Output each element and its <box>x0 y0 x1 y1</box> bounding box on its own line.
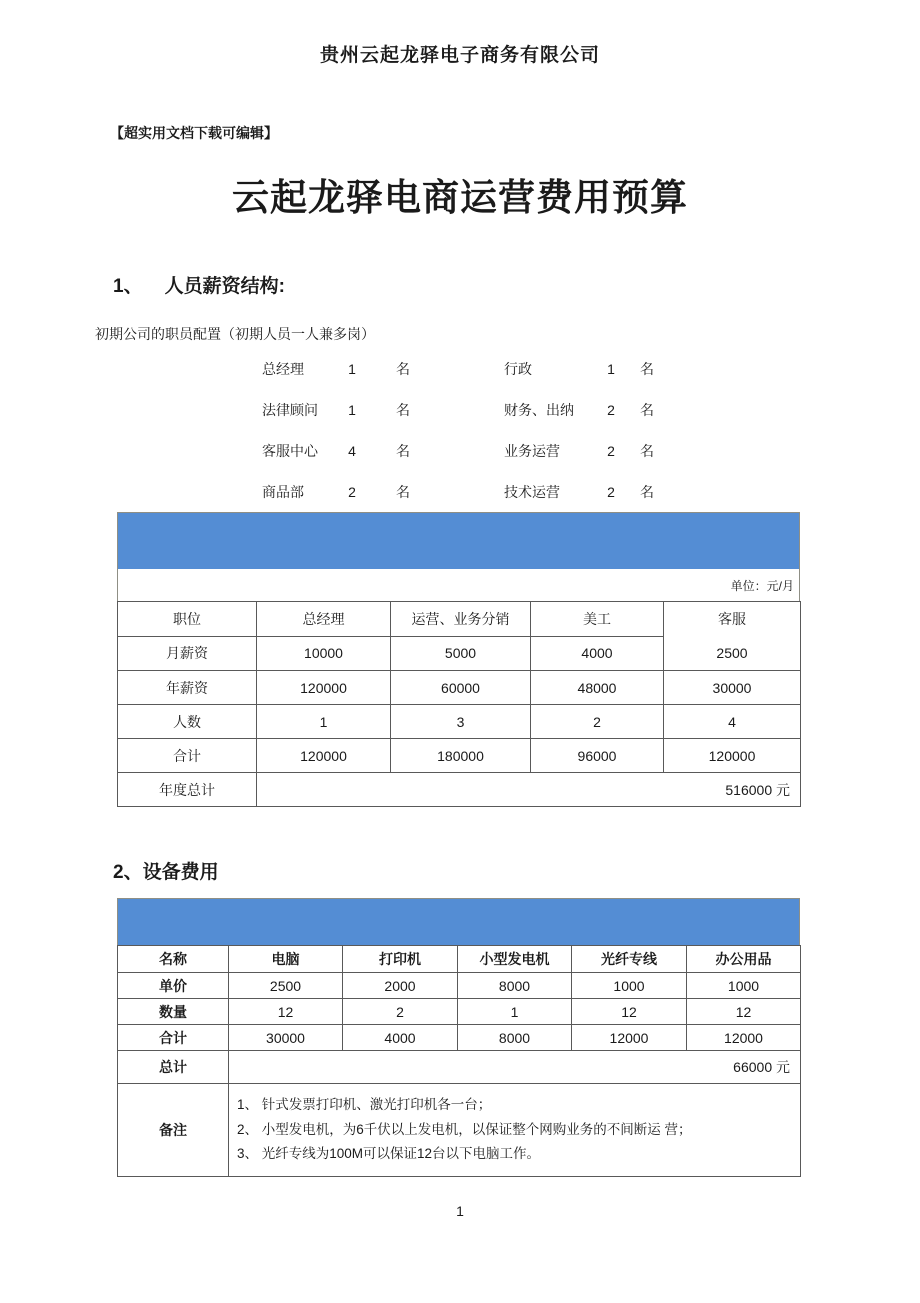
equipment-row-label: 合计 <box>118 1025 229 1051</box>
staff-unit: 名 <box>396 360 410 377</box>
section-1-title: 人员薪资结构: <box>164 276 285 297</box>
table-row <box>118 705 801 739</box>
equipment-col-header: 办公用品 <box>687 946 801 973</box>
section-1-heading <box>113 271 920 298</box>
document-title: 云起龙驿电商运营费用预算 <box>232 177 688 218</box>
note-line: 1、 针式发票打印机、激光打印机各一台； <box>237 1096 492 1112</box>
staff-label: 商品部 <box>262 483 304 500</box>
table-row <box>118 1025 801 1051</box>
equipment-notes-cell <box>229 1084 801 1177</box>
equipment-cell: 8000 <box>458 973 572 999</box>
salary-table <box>117 601 801 807</box>
staff-count: 1 <box>348 401 356 418</box>
equipment-cell: 4000 <box>343 1025 458 1051</box>
salary-col-header: 运营、业务分销 <box>391 602 531 637</box>
salary-cell: 2 <box>531 705 664 739</box>
note-line: 3、 光纤专线为100M可以保证12台以下电脑工作。 <box>237 1146 541 1162</box>
staff-count: 2 <box>607 442 615 459</box>
salary-cell: 2500 <box>716 645 748 661</box>
salary-cell: 30000 <box>664 671 801 705</box>
equipment-table-header-bar <box>117 898 800 945</box>
staff-count: 1 <box>607 360 615 377</box>
equipment-cell: 12000 <box>687 1025 801 1051</box>
equipment-cell: 12 <box>687 999 801 1025</box>
salary-cell: 3 <box>391 705 531 739</box>
salary-table-header-bar <box>117 512 800 569</box>
salary-merged-kefu-cell <box>664 602 801 671</box>
staff-unit: 名 <box>396 483 410 500</box>
salary-row-label: 合计 <box>118 739 257 773</box>
equipment-col-header: 名称 <box>118 946 229 973</box>
equipment-total-row <box>118 1051 801 1084</box>
section-2-heading <box>113 857 920 884</box>
equipment-col-header: 光纤专线 <box>572 946 687 973</box>
equipment-total-value: 66000 元 <box>229 1051 801 1084</box>
salary-cell: 120000 <box>257 671 391 705</box>
staffing-intro: 初期公司的职员配置（初期人员一人兼多岗） <box>95 326 375 342</box>
salary-cell: 60000 <box>391 671 531 705</box>
salary-total-row <box>118 773 801 807</box>
salary-col-header: 客服 <box>718 611 746 627</box>
staff-label: 客服中心 <box>262 442 318 459</box>
staff-unit: 名 <box>396 442 410 459</box>
equipment-cell: 12000 <box>572 1025 687 1051</box>
company-header: 贵州云起龙驿电子商务有限公司 <box>319 45 600 66</box>
equipment-notes-row <box>118 1084 801 1177</box>
staff-count: 2 <box>607 401 615 418</box>
salary-table-block <box>117 512 800 807</box>
staff-label: 总经理 <box>262 360 304 377</box>
staff-label: 财务、出纳 <box>504 401 574 418</box>
salary-cell: 1 <box>257 705 391 739</box>
equipment-total-label: 总计 <box>118 1051 229 1084</box>
staff-count: 2 <box>607 483 615 500</box>
equipment-cell: 2500 <box>229 973 343 999</box>
page-number: 1 <box>456 1203 464 1219</box>
staff-label: 行政 <box>504 360 532 377</box>
table-row <box>118 739 801 773</box>
salary-row-label: 年薪资 <box>118 671 257 705</box>
staff-label: 业务运营 <box>504 442 560 459</box>
note-line: 2、 小型发电机，为6千伏以上发电机，以保证整个网购业务的不间断运 营； <box>237 1121 692 1137</box>
section-1-number: 1、 <box>113 276 143 297</box>
equipment-col-header: 打印机 <box>343 946 458 973</box>
equipment-cell: 12 <box>229 999 343 1025</box>
table-row <box>118 973 801 999</box>
equipment-row-label: 单价 <box>118 973 229 999</box>
equipment-cell: 1000 <box>687 973 801 999</box>
salary-cell: 4000 <box>531 636 664 671</box>
table-row <box>118 671 801 705</box>
equipment-row-label: 数量 <box>118 999 229 1025</box>
salary-cell: 48000 <box>531 671 664 705</box>
salary-col-header: 总经理 <box>257 602 391 637</box>
equipment-notes-label: 备注 <box>118 1084 229 1177</box>
staff-count: 1 <box>348 360 356 377</box>
staff-unit: 名 <box>640 483 654 500</box>
equipment-col-header: 电脑 <box>229 946 343 973</box>
salary-cell: 5000 <box>391 636 531 671</box>
salary-col-header: 美工 <box>531 602 664 637</box>
staff-unit: 名 <box>640 401 654 418</box>
salary-cell: 10000 <box>257 636 391 671</box>
staff-unit: 名 <box>640 360 654 377</box>
equipment-cell: 1000 <box>572 973 687 999</box>
salary-header-row <box>118 602 801 637</box>
salary-total-label: 年度总计 <box>118 773 257 807</box>
salary-cell: 4 <box>664 705 801 739</box>
staff-unit: 名 <box>396 401 410 418</box>
equipment-header-row <box>118 946 801 973</box>
section-2-number: 2、 <box>113 862 143 883</box>
salary-col-header: 职位 <box>118 602 257 637</box>
salary-row-label: 人数 <box>118 705 257 739</box>
salary-cell: 120000 <box>664 739 801 773</box>
staff-grid <box>262 348 920 512</box>
editable-tag: 【超实用文档下载可编辑】 <box>110 125 278 141</box>
table-row <box>118 999 801 1025</box>
staff-count: 2 <box>348 483 356 500</box>
equipment-cell: 1 <box>458 999 572 1025</box>
salary-cell: 180000 <box>391 739 531 773</box>
salary-total-value: 516000 元 <box>257 773 801 807</box>
equipment-table-block <box>117 898 800 1177</box>
section-2-title: 设备费用 <box>142 862 219 883</box>
staff-unit: 名 <box>640 442 654 459</box>
salary-unit-note: 单位：元/月 <box>117 569 800 601</box>
salary-row-label: 月薪资 <box>118 636 257 671</box>
equipment-cell: 2 <box>343 999 458 1025</box>
equipment-col-header: 小型发电机 <box>458 946 572 973</box>
equipment-cell: 12 <box>572 999 687 1025</box>
staff-label: 技术运营 <box>504 483 560 500</box>
equipment-table <box>117 945 801 1177</box>
equipment-cell: 8000 <box>458 1025 572 1051</box>
salary-cell: 120000 <box>257 739 391 773</box>
staff-label: 法律顾问 <box>262 401 318 418</box>
salary-cell: 96000 <box>531 739 664 773</box>
staff-count: 4 <box>348 442 356 459</box>
equipment-cell: 2000 <box>343 973 458 999</box>
equipment-cell: 30000 <box>229 1025 343 1051</box>
